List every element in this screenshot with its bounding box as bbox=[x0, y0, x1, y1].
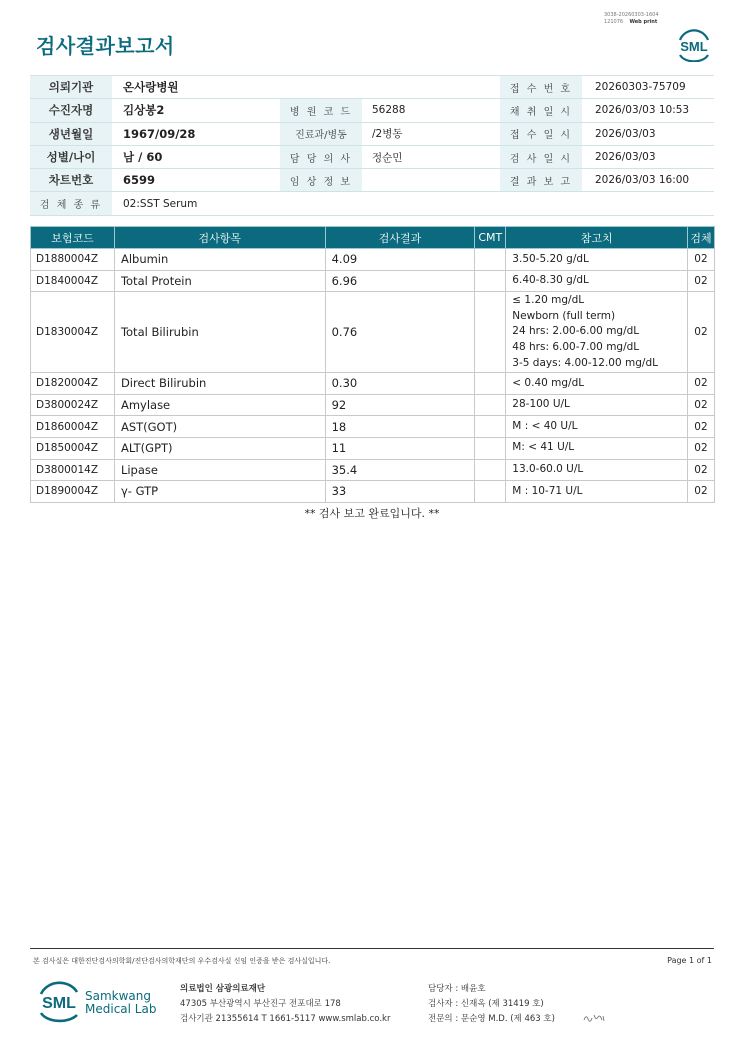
sex-age-value: 남 / 60 bbox=[112, 145, 280, 168]
birth-date-label: 생년월일 bbox=[30, 122, 112, 145]
test-item-cell: AST(GOT) bbox=[114, 416, 325, 438]
reference-cell bbox=[506, 481, 688, 503]
chart-no-value: 6599 bbox=[112, 169, 280, 192]
reference-line: ≤ 1.20 mg/dL bbox=[512, 294, 585, 307]
hospital-code-label: 병 원 코 드 bbox=[280, 99, 362, 122]
test-result-cell: 11 bbox=[325, 437, 475, 459]
table-row bbox=[31, 459, 715, 481]
patient-name-value: 김상봉2 bbox=[112, 99, 280, 122]
specimen-cell: 02 bbox=[687, 481, 714, 503]
hospital-code-value: 56288 bbox=[362, 99, 500, 122]
table-row bbox=[31, 394, 715, 416]
chart-no-label: 차트번호 bbox=[30, 169, 112, 192]
cmt-cell bbox=[475, 270, 506, 292]
info-row bbox=[30, 169, 714, 192]
info-row bbox=[30, 192, 714, 215]
info-row bbox=[30, 122, 714, 145]
staff-specialist: 전문의 : 문순영 M.D. (제 463 호) bbox=[428, 1014, 555, 1024]
reference-line: M : 10-71 U/L bbox=[512, 484, 583, 497]
reference-line: 13.0-60.0 U/L bbox=[512, 463, 584, 476]
organization-info bbox=[180, 982, 390, 1027]
insurance-code-cell: D1860004Z bbox=[31, 416, 115, 438]
patient-info-table bbox=[30, 75, 714, 216]
info-row bbox=[30, 145, 714, 168]
test-result-cell: 33 bbox=[325, 481, 475, 503]
logo-text: SML bbox=[42, 995, 76, 1012]
reference-line: 3.50-5.20 g/dL bbox=[512, 252, 589, 265]
cmt-cell bbox=[475, 416, 506, 438]
report-datetime-value: 2026/03/03 16:00 bbox=[582, 169, 714, 192]
cmt-cell bbox=[475, 437, 506, 459]
reference-cell bbox=[506, 459, 688, 481]
receipt-no-label: 접 수 번 호 bbox=[500, 76, 582, 99]
test-result-cell: 0.30 bbox=[325, 373, 475, 395]
insurance-code-cell: D3800014Z bbox=[31, 459, 115, 481]
print-id-line bbox=[604, 19, 659, 26]
header-insurance-code: 보험코드 bbox=[31, 227, 115, 249]
test-result-cell: 0.76 bbox=[325, 292, 475, 373]
reference-cell bbox=[506, 416, 688, 438]
table-row bbox=[31, 481, 715, 503]
cmt-cell bbox=[475, 249, 506, 271]
print-id: 121076 bbox=[604, 19, 624, 25]
results-table bbox=[30, 226, 715, 503]
specimen-cell: 02 bbox=[687, 292, 714, 373]
test-item-cell: Albumin bbox=[114, 249, 325, 271]
staff-tester: 검사자 : 신재옥 (제 31419 호) bbox=[428, 999, 544, 1009]
test-item-cell: Amylase bbox=[114, 394, 325, 416]
specimen-cell: 02 bbox=[687, 459, 714, 481]
insurance-code-cell: D1840004Z bbox=[31, 270, 115, 292]
department-label: 진료과/병동 bbox=[280, 122, 362, 145]
sex-age-label: 성별/나이 bbox=[30, 145, 112, 168]
cmt-cell bbox=[475, 459, 506, 481]
collection-datetime-label: 채 취 일 시 bbox=[500, 99, 582, 122]
results-header-row bbox=[31, 227, 715, 249]
report-datetime-label: 결 과 보 고 bbox=[500, 169, 582, 192]
table-row bbox=[31, 270, 715, 292]
cmt-cell bbox=[475, 292, 506, 373]
reference-line: M : < 40 U/L bbox=[512, 419, 578, 432]
insurance-code-cell: D1880004Z bbox=[31, 249, 115, 271]
org-name: 의료법인 삼광의료재단 bbox=[180, 984, 266, 994]
receipt-date-label: 접 수 일 시 bbox=[500, 122, 582, 145]
staff-manager: 담당자 : 배윤호 bbox=[428, 984, 486, 994]
insurance-code-cell: D1890004Z bbox=[31, 481, 115, 503]
specimen-type-label: 검 체 종 류 bbox=[30, 192, 112, 215]
table-row bbox=[31, 437, 715, 459]
test-item-cell: ALT(GPT) bbox=[114, 437, 325, 459]
table-row bbox=[31, 416, 715, 438]
header-test-item: 검사항목 bbox=[114, 227, 325, 249]
clinical-info-label: 임 상 정 보 bbox=[280, 169, 362, 192]
receipt-date-value: 2026/03/03 bbox=[582, 122, 714, 145]
test-item-cell: γ- GTP bbox=[114, 481, 325, 503]
reference-cell bbox=[506, 249, 688, 271]
cmt-cell bbox=[475, 481, 506, 503]
specimen-cell: 02 bbox=[687, 373, 714, 395]
staff-info bbox=[428, 982, 555, 1027]
clinical-info-value bbox=[362, 169, 500, 192]
reference-cell bbox=[506, 437, 688, 459]
test-result-cell: 4.09 bbox=[325, 249, 475, 271]
sml-logo-icon bbox=[674, 26, 714, 62]
reference-line: 3-5 days: 4.00-12.00 mg/dL bbox=[512, 356, 658, 369]
cmt-cell bbox=[475, 394, 506, 416]
header-specimen: 검체 bbox=[687, 227, 714, 249]
specimen-cell: 02 bbox=[687, 437, 714, 459]
table-row bbox=[31, 292, 715, 373]
doctor-value: 정순민 bbox=[362, 145, 500, 168]
test-date-value: 2026/03/03 bbox=[582, 145, 714, 168]
print-info bbox=[604, 12, 659, 26]
reference-line: 6.40-8.30 g/dL bbox=[512, 274, 589, 287]
lab-name bbox=[85, 990, 156, 1016]
completion-note: ** 검사 보고 완료입니다. ** bbox=[304, 507, 440, 520]
info-row bbox=[30, 99, 714, 122]
test-item-cell: Total Protein bbox=[114, 270, 325, 292]
test-date-label: 검 사 일 시 bbox=[500, 145, 582, 168]
test-result-cell: 6.96 bbox=[325, 270, 475, 292]
specimen-type-value: 02:SST Serum bbox=[112, 192, 714, 215]
receipt-no-value: 20260303-75709 bbox=[582, 76, 714, 99]
requesting-org-label: 의뢰기관 bbox=[30, 76, 112, 99]
table-row bbox=[31, 249, 715, 271]
reference-cell bbox=[506, 292, 688, 373]
reference-line: Newborn (full term) bbox=[512, 309, 616, 322]
reference-cell bbox=[506, 270, 688, 292]
insurance-code-cell: D1820004Z bbox=[31, 373, 115, 395]
svg-text:SML: SML bbox=[680, 39, 708, 54]
specimen-cell: 02 bbox=[687, 416, 714, 438]
certification-note: 본 검사실은 대한진단검사의학회/진단검사의학재단의 우수검사실 신임 인증을 받은 검사실입니다. bbox=[33, 957, 331, 965]
test-result-cell: 92 bbox=[325, 394, 475, 416]
test-item-cell: Lipase bbox=[114, 459, 325, 481]
requesting-org-value: 온사랑병원 bbox=[112, 76, 500, 99]
header-cmt: CMT bbox=[475, 227, 506, 249]
reference-line: 24 hrs: 2.00-6.00 mg/dL bbox=[512, 325, 640, 338]
department-value: /2병동 bbox=[362, 122, 500, 145]
signature-icon bbox=[582, 1012, 606, 1024]
test-result-cell: 35.4 bbox=[325, 459, 475, 481]
birth-date-value: 1967/09/28 bbox=[112, 122, 280, 145]
reference-line: 48 hrs: 6.00-7.00 mg/dL bbox=[512, 340, 640, 353]
lab-name-line1: Samkwang bbox=[85, 989, 151, 1003]
reference-cell bbox=[506, 373, 688, 395]
info-row bbox=[30, 76, 714, 99]
header-reference: 참고치 bbox=[506, 227, 688, 249]
specimen-cell: 02 bbox=[687, 270, 714, 292]
specimen-cell: 02 bbox=[687, 249, 714, 271]
patient-name-label: 수진자명 bbox=[30, 99, 112, 122]
table-row bbox=[31, 373, 715, 395]
reference-line: M: < 41 U/L bbox=[512, 441, 575, 454]
insurance-code-cell: D1850004Z bbox=[31, 437, 115, 459]
sml-lab-logo-icon bbox=[36, 980, 82, 1024]
header-test-result: 검사결과 bbox=[325, 227, 475, 249]
page-number: Page 1 of 1 bbox=[667, 956, 712, 965]
reference-line: 28-100 U/L bbox=[512, 398, 570, 411]
cmt-cell bbox=[475, 373, 506, 395]
doctor-label: 담 당 의 사 bbox=[280, 145, 362, 168]
collection-datetime-value: 2026/03/03 10:53 bbox=[582, 99, 714, 122]
org-contact: 검사기관 21355614 T 1661-5117 www.smlab.co.kr bbox=[180, 1014, 391, 1024]
print-label: Web print bbox=[629, 19, 658, 25]
org-address: 47305 부산광역시 부산진구 전포대로 178 bbox=[180, 999, 341, 1009]
specimen-cell: 02 bbox=[687, 394, 714, 416]
reference-cell bbox=[506, 394, 688, 416]
footer-divider bbox=[30, 948, 714, 949]
lab-name-line2: Medical Lab bbox=[85, 1002, 157, 1016]
test-item-cell: Direct Bilirubin bbox=[114, 373, 325, 395]
document-title: 검사결과보고서 bbox=[36, 34, 175, 58]
insurance-code-cell: D1830004Z bbox=[31, 292, 115, 373]
print-code: 3038-20260303-1604 bbox=[604, 12, 659, 18]
test-item-cell: Total Bilirubin bbox=[114, 292, 325, 373]
results-body bbox=[31, 249, 715, 503]
test-result-cell: 18 bbox=[325, 416, 475, 438]
insurance-code-cell: D3800024Z bbox=[31, 394, 115, 416]
reference-line: < 0.40 mg/dL bbox=[512, 376, 585, 389]
